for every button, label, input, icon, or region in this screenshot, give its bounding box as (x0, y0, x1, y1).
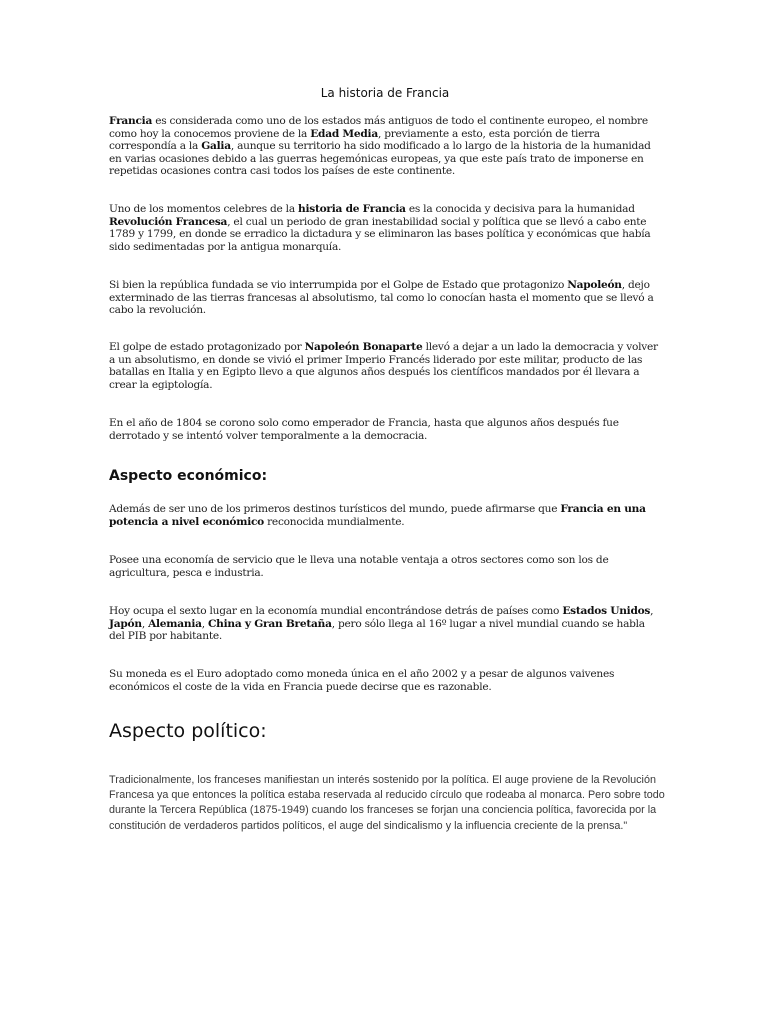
text: El golpe de estado protagonizado por (109, 341, 305, 353)
paragraph-emperador (109, 417, 661, 442)
text: , (201, 617, 208, 630)
bold-text: China y Gran Bretaña (207, 617, 332, 630)
bold-text: Francia (109, 115, 153, 127)
paragraph-napoleon (109, 279, 661, 317)
text: Además de ser uno de los primeros destinos turísticos del mundo, puede afirmarse que (109, 503, 561, 515)
text: En el año de 1804 se corono solo como emperador de Francia, hasta que algunos años después fue derrotado y se intentó volver temporalmente a la democracia. (109, 417, 619, 442)
text: Posee una economía de servicio que le lleva una notable ventaja a otros sectores como son los de agricultura, pesca e industria. (109, 554, 609, 579)
paragraph-revolution (109, 203, 661, 253)
text: es la conocida y decisiva para la humanidad (405, 203, 635, 215)
text: Si bien la república fundada se vio interrumpida por el Golpe de Estado que protagonizo (109, 279, 568, 291)
paragraph-turismo (109, 503, 661, 528)
text: , previamente a esto, esta porción de tierra correspondía a la (109, 127, 600, 153)
bold-text: Edad Media (310, 127, 378, 140)
text: Tradicionalmente, los franceses manifiestan un interés sostenido por la política. El auge proviene de la Revolución Francesa ya que entonces la política estaba reservada al reducido círculo que rodeaba al monarca. Pero sobre todo durante la Tercera República (1875-1949) cuando los franceses se forjan una conciencia política, favorecida por la constitución de verdaderos partidos políticos, el auge del sindicalismo y la influencia creciente de la prensa." (109, 774, 665, 832)
heading-aspecto-politico: Aspecto político: (109, 720, 267, 742)
bold-text: Napoleón Bonaparte (304, 341, 423, 353)
paragraph-golpe-de-estado (109, 341, 661, 391)
bold-text: Galia (201, 140, 231, 153)
paragraph-intro (109, 115, 661, 178)
text: , (650, 605, 654, 617)
bold-text: Japón (109, 617, 142, 630)
bold-text: Estados Unidos (562, 605, 651, 617)
text: , dejo exterminado de las tierras francesas al absolutismo, tal como lo conocían hasta el momento que se llevó a cabo la revolución. (109, 279, 654, 317)
paragraph-servicios (109, 554, 661, 579)
document-title: La historia de Francia (320, 86, 450, 100)
text: Hoy ocupa el sexto lugar en la economía mundial encontrándose detrás de países como (109, 605, 563, 617)
bold-text: Napoleón (567, 279, 622, 291)
text: Uno de los momentos celebres de la (109, 203, 299, 215)
paragraph-moneda (109, 668, 661, 693)
text: es considerada como uno de los estados más antiguos de todo el continente europeo, el nombre como hoy la conocemos proviene de la (109, 115, 648, 140)
bold-text: historia de Francia (298, 203, 406, 215)
bold-text: Revolución Francesa (109, 215, 228, 228)
text: , (141, 617, 149, 630)
text: reconocida mundialmente. (264, 515, 405, 528)
text: , pero sólo llega al 16º lugar a nivel mundial cuando se habla del PIB por habitante. (109, 617, 645, 643)
text: Su moneda es el Euro adoptado como moneda única en el año 2002 y a pesar de algunos vaivenes económicos el coste de la vida en Francia puede decirse que es razonable. (109, 668, 615, 693)
text: , el cual un periodo de gran inestabilidad social y política que se llevó a cabo ente 1789 y 1799, en donde se erradico la dictadura y se eliminaron las bases política y económicas que había sido sedimentadas por la antigua monarquía. (109, 215, 651, 253)
paragraph-sexto-lugar (109, 605, 661, 643)
text: , aunque su territorio ha sido modificado a lo largo de la historia de la humanidad en varias ocasiones debido a las guerras hegemónicas europeas, ya que este país trato de imponerse en repetidas ocasiones contra casi todos los países de este continente. (109, 140, 651, 178)
bold-text: Francia en una potencia a nivel económico (109, 503, 646, 528)
heading-aspecto-economico: Aspecto económico: (109, 468, 268, 484)
paragraph-politica (109, 773, 665, 834)
text: llevó a dejar a un lado la democracia y volver a un absolutismo, en donde se vivió el primer Imperio Francés liderado por este militar, producto de las batallas en Italia y en Egipto llevo a que algunos años después los científicos mandados por él llevara a crear la egiptología. (109, 341, 658, 391)
bold-text: Alemania (148, 617, 202, 630)
